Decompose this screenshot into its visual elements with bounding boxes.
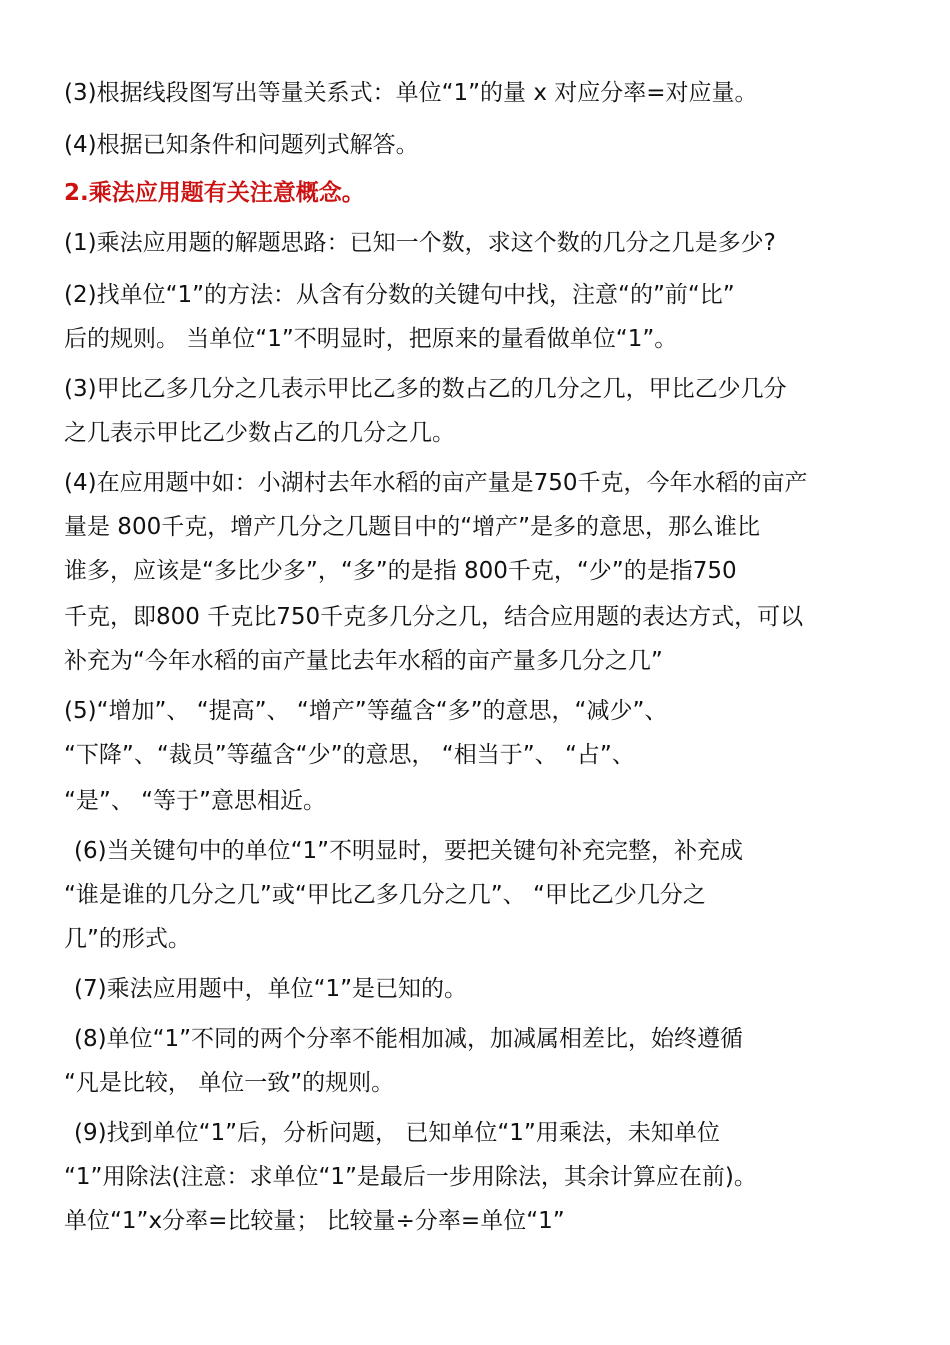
text-line-18: “谁是谁的几分之几”或“甲比乙多几分之几”、 “甲比乙少几分之 bbox=[64, 882, 706, 908]
text-line-15: “下降”、“裁员”等蕴含“少”的意思， “相当于”、 “占”、 bbox=[64, 742, 635, 768]
text-line-1: (3)根据线段图写出等量关系式：单位“1”的量 x 对应分率=对应量。 bbox=[64, 80, 758, 106]
text-line-20: (7)乘法应用题中，单位“1”是已知的。 bbox=[74, 976, 468, 1002]
text-line-2: (4)根据已知条件和问题列式解答。 bbox=[64, 132, 419, 158]
text-line-19: 几”的形式。 bbox=[64, 926, 191, 952]
text-line-25: 单位“1”x分率=比较量； 比较量÷分率=单位“1” bbox=[64, 1208, 565, 1234]
text-line-8: 之几表示甲比乙少数占乙的几分之几。 bbox=[64, 420, 455, 446]
text-line-6: 后的规则。 当单位“1”不明显时，把原来的量看做单位“1”。 bbox=[64, 326, 678, 352]
text-line-5: (2)找单位“1”的方法：从含有分数的关键句中找，注意“的”前“比” bbox=[64, 282, 735, 308]
text-line-4: (1)乘法应用题的解题思路：已知一个数，求这个数的几分之几是多少? bbox=[64, 230, 776, 256]
text-line-21: (8)单位“1”不同的两个分率不能相加减，加减属相差比，始终遵循 bbox=[74, 1026, 744, 1052]
text-line-7: (3)甲比乙多几分之几表示甲比乙多的数占乙的几分之几，甲比乙少几分 bbox=[64, 376, 787, 402]
text-line-23: (9)找到单位“1”后，分析问题， 已知单位“1”用乘法，未知单位 bbox=[74, 1120, 720, 1146]
text-line-16: “是”、 “等于”意思相近。 bbox=[64, 788, 326, 814]
text-line-17: (6)当关键句中的单位“1”不明显时，要把关键句补充完整，补充成 bbox=[74, 838, 744, 864]
text-line-13: 补充为“今年水稻的亩产量比去年水稻的亩产量多几分之几” bbox=[64, 648, 663, 674]
text-line-14: (5)“增加”、 “提高”、 “增产”等蕴含“多”的意思，“减少”、 bbox=[64, 698, 668, 724]
text-line-11: 谁多，应该是“多比少多”，“多”的是指 800千克，“少”的是指750 bbox=[64, 558, 737, 584]
text-line-9: (4)在应用题中如：小湖村去年水稻的亩产量是750千克，今年水稻的亩产 bbox=[64, 470, 808, 496]
section-heading: 2.乘法应用题有关注意概念。 bbox=[64, 180, 365, 206]
text-line-10: 量是 800千克，增产几分之几题目中的“增产”是多的意思，那么谁比 bbox=[64, 514, 761, 540]
text-line-12: 千克，即800 千克比750千克多几分之几，结合应用题的表达方式，可以 bbox=[64, 604, 804, 630]
text-line-24: “1”用除法(注意：求单位“1”是最后一步用除法，其余计算应在前)。 bbox=[64, 1164, 757, 1190]
text-line-22: “凡是比较， 单位一致”的规则。 bbox=[64, 1070, 395, 1096]
